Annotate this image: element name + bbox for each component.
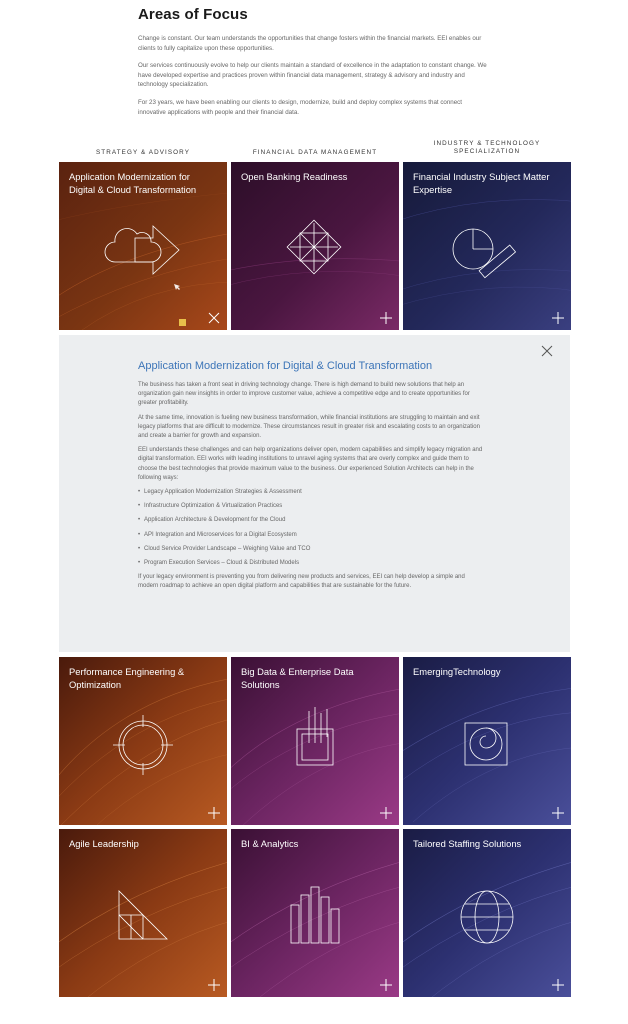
tile-open-banking[interactable] xyxy=(231,162,399,330)
tile-big-data[interactable] xyxy=(231,657,399,825)
panel-body xyxy=(138,381,483,597)
tile-tailored-staffing[interactable] xyxy=(403,829,571,997)
tile-title: Financial Industry Subject Matter Expertise xyxy=(413,171,550,195)
close-icon[interactable] xyxy=(207,311,221,325)
intro-section xyxy=(138,0,488,125)
tile-title: Big Data & Enterprise Data Solutions xyxy=(241,666,354,690)
data-box-icon xyxy=(231,657,399,825)
tile-performance-engineering[interactable] xyxy=(59,657,227,825)
tile-title: Agile Leadership xyxy=(69,838,139,849)
tile-title: Application Modernization for Digital & Cloud Transformation xyxy=(69,171,197,195)
plus-icon[interactable] xyxy=(207,978,221,992)
list-item: • Cloud Service Provider Landscape – Weighing Value and TCO xyxy=(144,545,483,554)
cloud-arrow-icon xyxy=(59,162,227,330)
page-title: Areas of Focus xyxy=(138,6,248,23)
pie-chart-icon xyxy=(403,162,571,330)
tile-title: EmergingTechnology xyxy=(413,666,501,677)
list-item: • Legacy Application Modernization Strategies & Assessment xyxy=(144,488,483,497)
swirl-square-icon xyxy=(403,657,571,825)
panel-bullet-list xyxy=(138,488,483,568)
column-header-strategy: STRATEGY & ADVISORY xyxy=(95,149,191,156)
tile-bi-analytics[interactable] xyxy=(231,829,399,997)
tile-title: Performance Engineering & Optimization xyxy=(69,666,185,690)
intro-paragraph: Change is constant. Our team understands the opportunities that change fosters within the financial markets. EEI enables our clients to fully capitalize upon these opportunities. xyxy=(138,35,482,52)
small-square-icon xyxy=(179,319,186,326)
tile-application-modernization[interactable] xyxy=(59,162,227,330)
plus-icon[interactable] xyxy=(207,806,221,820)
panel-paragraph: At the same time, innovation is fueling new business transformation, while financial institutions are struggling to maintain and exit legacy platforms that are difficult to modernize. These circumstances result in greater risk and escalating costs to an organization and create a barrier for growth and expansion. xyxy=(138,414,480,440)
list-item: • Infrastructure Optimization & Virtualization Practices xyxy=(144,502,483,511)
intro-paragraph: Our services continuously evolve to help our clients maintain a standard of excellence in the adaptation to constant change. We have developed expertise and practices proven within financial data management, strategy & advisory and industry and technology specialization. xyxy=(138,62,487,89)
plus-icon[interactable] xyxy=(551,806,565,820)
plus-icon[interactable] xyxy=(551,978,565,992)
plus-icon[interactable] xyxy=(379,311,393,325)
list-item: • Program Execution Services – Cloud & Distributed Models xyxy=(144,559,483,568)
tile-financial-industry[interactable] xyxy=(403,162,571,330)
plus-icon[interactable] xyxy=(379,806,393,820)
panel-title: Application Modernization for Digital & Cloud Transformation xyxy=(138,360,433,372)
panel-paragraph: The business has taken a front seat in driving technology change. There is high demand to build new solutions that help an organization gain new insights in order to improve customer value, achieve a competitive edge and to create opportunities for greater profitability. xyxy=(138,382,470,407)
intro-paragraph: For 23 years, we have been enabling our clients to design, modernize, build and deploy complex systems that connect innovative applications with people and their financial data. xyxy=(138,98,462,116)
list-item: • Application Architecture & Development for the Cloud xyxy=(144,516,483,525)
list-item: • API Integration and Microservices for a Digital Ecosystem xyxy=(144,531,483,540)
triangle-grid-icon xyxy=(59,829,227,997)
plus-icon[interactable] xyxy=(551,311,565,325)
panel-closing: If your legacy environment is preventing you from delivering new products and services, EEI can help develop a simple and modern roadmap to achieve an open digital platform and capabilities that are sustainable for the future. xyxy=(138,574,465,590)
column-header-data: FINANCIAL DATA MANAGEMENT xyxy=(252,149,378,156)
tile-emerging-technology[interactable] xyxy=(403,657,571,825)
tile-agile-leadership[interactable] xyxy=(59,829,227,997)
globe-icon xyxy=(403,829,571,997)
diamond-star-icon xyxy=(231,162,399,330)
tile-title: Tailored Staffing Solutions xyxy=(413,838,522,849)
tile-title: Open Banking Readiness xyxy=(241,171,348,182)
target-ring-icon xyxy=(59,657,227,825)
column-header-industry: INDUSTRY & TECHNOLOGY SPECIALIZATION xyxy=(433,140,541,155)
tile-title: BI & Analytics xyxy=(241,838,299,849)
close-icon[interactable] xyxy=(540,344,554,358)
expanded-detail-panel xyxy=(59,335,570,652)
panel-paragraph: EEI understands these challenges and can help organizations deliver open, modern capabilities and simplify legacy migration and digital transformation. EEI works with leading institutions to unravel aging systems that are overly complex and guide them to choose the best technologies that provide maximum value to the business. Our experienced Solution Architects can help in the following ways: xyxy=(138,447,483,481)
bar-columns-icon xyxy=(231,829,399,997)
plus-icon[interactable] xyxy=(379,978,393,992)
